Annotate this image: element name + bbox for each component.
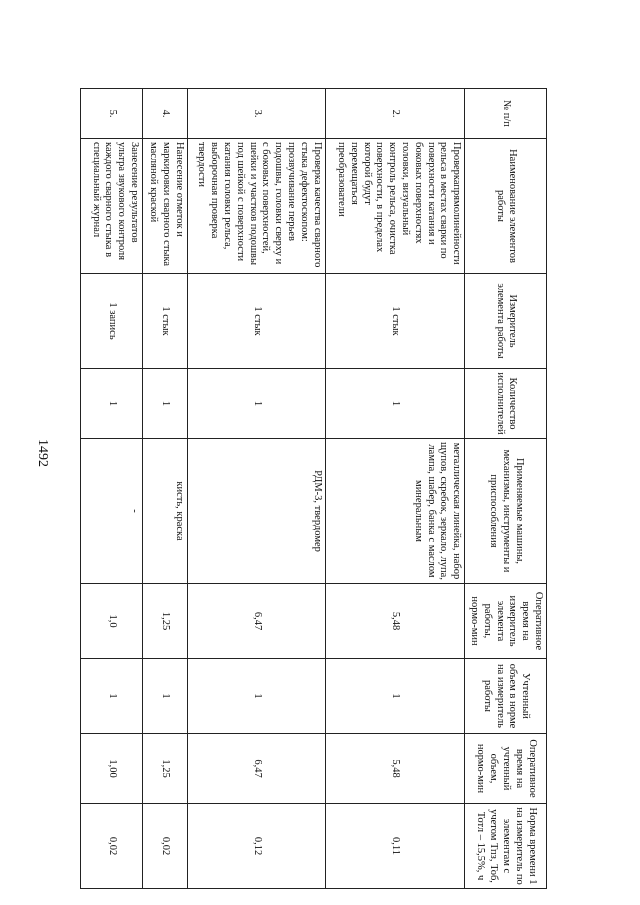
- table-row: [81, 89, 143, 889]
- header-row: [465, 89, 547, 889]
- rotated-table-container: [80, 88, 547, 888]
- header-op-time: Оперативное время на измеритель элемента работы, нормо-мин: [465, 584, 547, 659]
- header-unit: Измеритель элемента работы: [465, 274, 547, 369]
- header-workers: Количество исполнителей: [465, 369, 547, 439]
- header-volume: Учтенный объем в норме на измеритель работы: [465, 659, 547, 734]
- cell-unit: 1 стык: [143, 274, 188, 369]
- cell-norm: 0,02: [81, 804, 143, 889]
- cell-op-time: 1,0: [81, 584, 143, 659]
- table-row: [187, 89, 325, 889]
- cell-unit: 1 запись: [81, 274, 143, 369]
- cell-name: Нанесение отметок и маркировки сварного стыка масляной краской: [143, 139, 188, 274]
- cell-workers: 1: [187, 369, 325, 439]
- cell-volume: 1: [81, 659, 143, 734]
- header-op-time-volume: Оперативное время на учтенный объем, нормо-мин: [465, 734, 547, 804]
- cell-volume: 1: [143, 659, 188, 734]
- cell-num: 3.: [187, 89, 325, 139]
- cell-name: Проверка качества сварного стыка дефектоскопом: прозвучивание перьев подошвы, головки сверху и с боковых поверхностей, шейки и участков подошвы под шейкой с поверхности катания головки рельса, выборочная проверка твердости: [187, 139, 325, 274]
- cell-op-time-volume: 6,47: [187, 734, 325, 804]
- cell-unit: 1 стык: [187, 274, 325, 369]
- cell-op-time-volume: 1,25: [143, 734, 188, 804]
- cell-workers: 1: [143, 369, 188, 439]
- cell-unit: 1 стык: [325, 274, 465, 369]
- header-name: Наименование элементов работы: [465, 139, 547, 274]
- header-num: № п/п: [465, 89, 547, 139]
- cell-tools: РДМ-3, твердомер: [187, 439, 325, 584]
- cell-norm: 0,11: [325, 804, 465, 889]
- work-norms-table: [80, 88, 547, 889]
- cell-op-time: 5,48: [325, 584, 465, 659]
- table-row: [325, 89, 465, 889]
- cell-op-time: 1,25: [143, 584, 188, 659]
- cell-norm: 0,12: [187, 804, 325, 889]
- cell-op-time-volume: 1,00: [81, 734, 143, 804]
- cell-workers: 1: [81, 369, 143, 439]
- cell-tools: металлическая линейка, набор щупов, скребок, зеркало, лупа, лампа, шабер, банка с маслом минеральным: [325, 439, 465, 584]
- cell-name: Занесение результатов ультра звукового контроля каждого сварного стыка в специальный журнал: [81, 139, 143, 274]
- cell-num: 2.: [325, 89, 465, 139]
- cell-op-time: 6,47: [187, 584, 325, 659]
- cell-tools: -: [81, 439, 143, 584]
- table-row: [143, 89, 188, 889]
- header-norm: Норма времени 1 на измеритель по элементам с учетом Тпз, Тоб, Тотл – 15,5%, ч: [465, 804, 547, 889]
- cell-num: 5.: [81, 89, 143, 139]
- cell-op-time-volume: 5,48: [325, 734, 465, 804]
- cell-norm: 0,02: [143, 804, 188, 889]
- cell-volume: 1: [325, 659, 465, 734]
- header-tools: Применяемые машины, механизмы, инструменты и приспособления: [465, 439, 547, 584]
- cell-name: Проверкапрямолинейности рельса в местах сварки по поверхности катания и боковых поверхностях головки, визуальный контроль рельса, очистка поверхности, в пределах которой будут перемещаться преобразователи: [325, 139, 465, 274]
- page-number: 1492: [35, 439, 50, 467]
- cell-workers: 1: [325, 369, 465, 439]
- cell-num: 4.: [143, 89, 188, 139]
- cell-volume: 1: [187, 659, 325, 734]
- cell-tools: кисть, краска: [143, 439, 188, 584]
